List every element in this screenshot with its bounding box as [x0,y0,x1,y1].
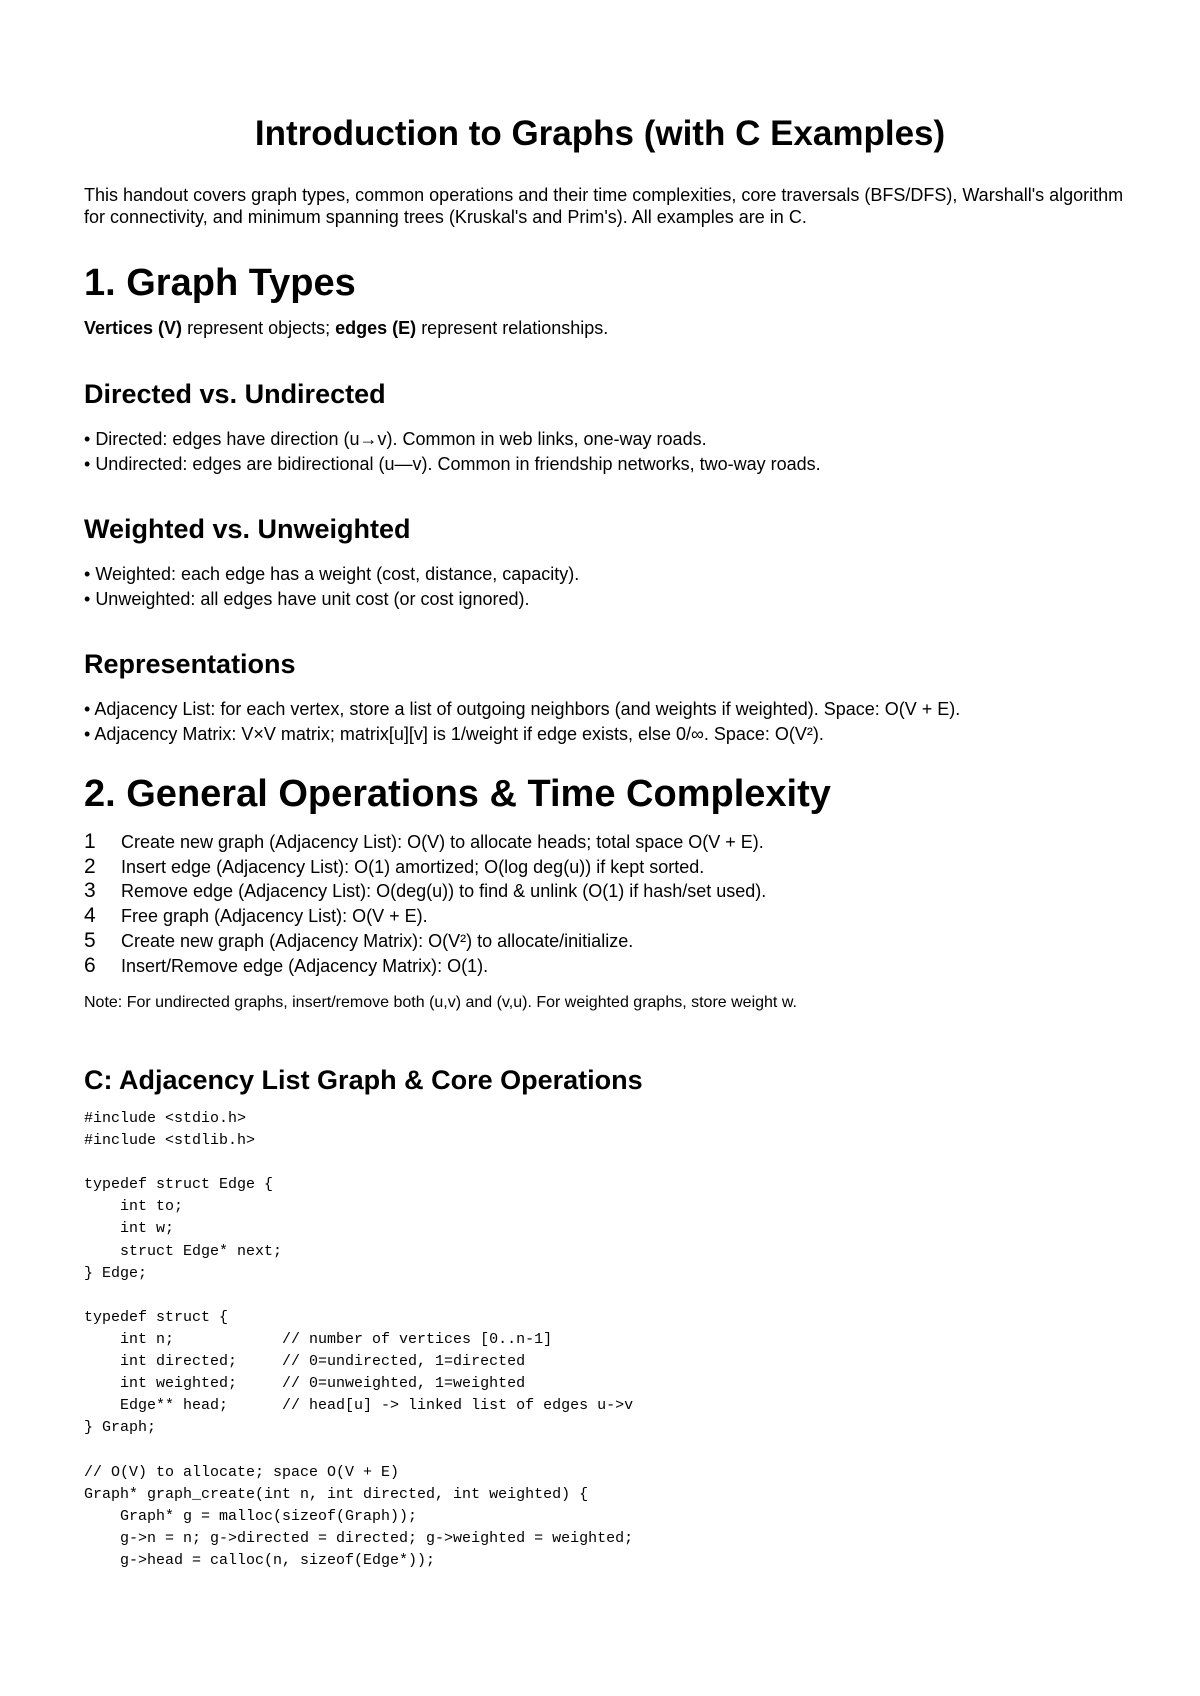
operation-text: Insert edge (Adjacency List): O(1) amortized; O(log deg(u)) if kept sorted. [121,856,705,877]
operation-item [84,954,766,979]
operation-item [84,929,766,954]
operation-text: Remove edge (Adjacency List): O(deg(u)) to find & unlink (O(1) if hash/set used). [121,881,767,902]
subheading-directed: Directed vs. Undirected [84,379,386,409]
operation-number: 4 [84,904,96,928]
weighted-bullet-list [84,562,579,611]
bullet-item: • Weighted: each edge has a weight (cost, distance, capacity). [84,562,579,587]
section-heading-graph-types: 1. Graph Types [84,262,356,304]
subheading-representations: Representations [84,649,296,679]
intro-paragraph: This handout covers graph types, common operations and their time complexities, core traversals (BFS/DFS), Warshall's algorithm for connectivity, and minimum spanning trees (Kruskal's and Prim's). All examples are in C. [84,185,1124,227]
operation-item [84,830,766,855]
subheading-c-code: C: Adjacency List Graph & Core Operations [84,1065,643,1095]
note-paragraph: Note: For undirected graphs, insert/remove both (u,v) and (v,u). For weighted graphs, store weight w. [84,994,797,1011]
bullet-item: • Unweighted: all edges have unit cost (or cost ignored). [84,587,579,612]
term-edges: edges (E) [335,318,417,338]
operation-item [84,904,766,929]
bullet-item: • Undirected: edges are bidirectional (u—v). Common in friendship networks, two-way roads. [84,452,821,477]
operation-number: 3 [84,879,96,903]
operation-text: Create new graph (Adjacency Matrix): O(V²) to allocate/initialize. [121,930,634,951]
bullet-item: • Adjacency List: for each vertex, store a list of outgoing neighbors (and weights if weighted). Space: O(V + E). [84,697,960,722]
term-vertices: Vertices (V) [84,318,183,338]
operation-number: 2 [84,854,96,878]
representations-bullet-list [84,697,960,746]
code-block: #include <stdio.h> #include <stdlib.h> typedef struct Edge { int to; int w; struct Edge* next; } Edge; typedef struct { int n; // number of vertices [0..n-1] int directed; // 0=undirected, 1=directed int weighted; // 0=unweighted, 1=weighted Edge** head; // head[u] -> linked list of edges u->v } Graph; // O(V) to allocate; space O(V + E) Graph* graph_create(int n, int directed, int weighted) { Graph* g = malloc(sizeof(Graph)); g->n = n; g->directed = directed; g->weighted = weighted; g->head = calloc(n, sizeof(Edge*)); [84,1110,634,1569]
operations-list [84,830,766,978]
operation-item [84,855,766,880]
document-title: Introduction to Graphs (with C Examples) [254,114,946,153]
operation-number: 6 [84,953,96,977]
operation-text: Free graph (Adjacency List): O(V + E). [121,906,428,927]
operation-number: 5 [84,928,96,952]
definition-paragraph [84,317,608,339]
bullet-item: • Directed: edges have direction (u→v). Common in web links, one-way roads. [84,427,821,452]
operation-text: Insert/Remove edge (Adjacency Matrix): O(1). [121,955,489,976]
subheading-weighted: Weighted vs. Unweighted [84,514,411,544]
definition-text-mid: represent objects; [182,318,336,338]
operation-text: Create new graph (Adjacency List): O(V) to allocate heads; total space O(V + E). [121,832,764,852]
section-heading-operations: 2. General Operations & Time Complexity [84,773,831,815]
operation-number: 1 [84,830,96,853]
definition-text-end: represent relationships. [416,318,609,338]
directed-bullet-list [84,427,821,476]
bullet-item: • Adjacency Matrix: V×V matrix; matrix[u][v] is 1/weight if edge exists, else 0/∞. Space: O(V²). [84,722,960,747]
operation-item [84,879,766,904]
